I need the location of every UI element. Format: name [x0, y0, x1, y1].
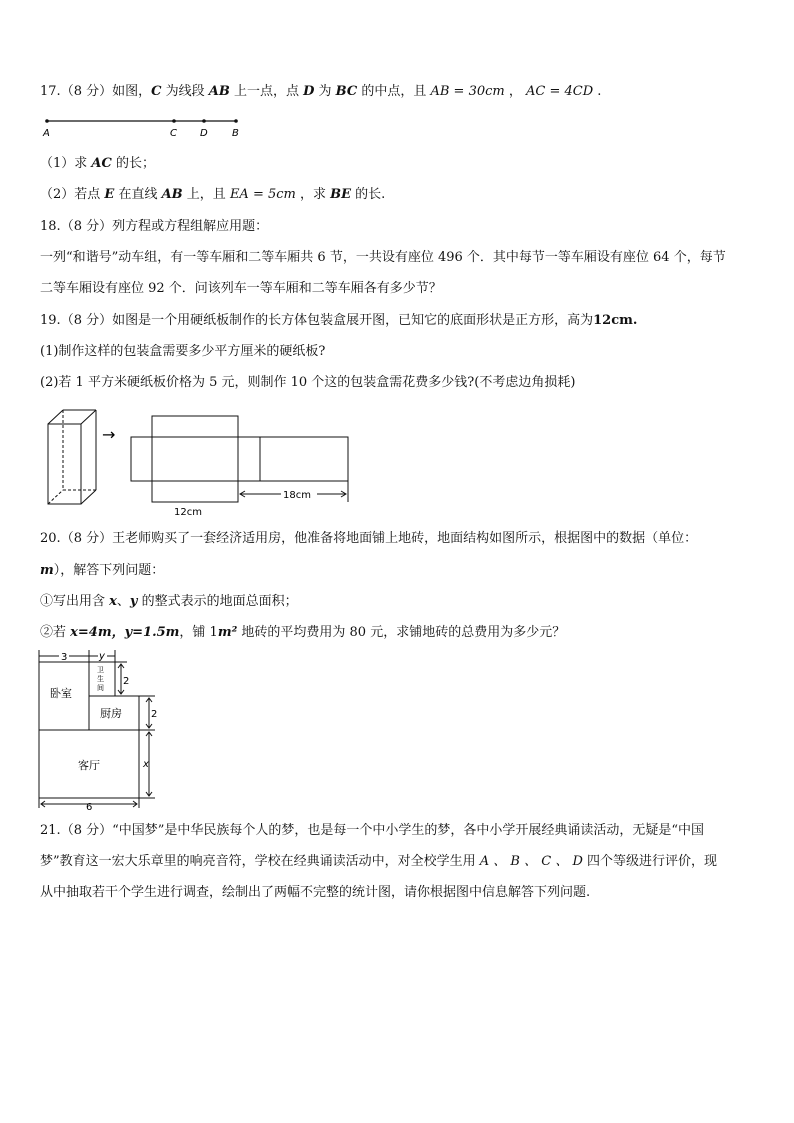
var-y: y [129, 594, 138, 609]
var-e: E [104, 187, 115, 202]
cuboid-hidden-edge [48, 490, 63, 504]
q20-text: 王老师购买了一套经济适用房，他准备将地面铺上地砖，地面结构如图所示，根据图中的数据（单位： [112, 531, 698, 546]
q20-sub2-text: 地砖的平均费用为 80 元，求铺地砖的总费用为多少元？ [237, 625, 566, 640]
q20-values: x=4m，y=1.5m [70, 625, 180, 640]
var-ab: AB [208, 84, 230, 99]
q17-sub1-text: 的长； [111, 156, 155, 171]
q21-grades: A 、 B 、 C 、 D [479, 854, 583, 869]
q18-title-text: 列方程或方程组解应用题： [112, 219, 269, 234]
unit-m: m [40, 563, 54, 578]
label-bathroom-2: 生 [97, 675, 104, 683]
point-a [45, 119, 49, 123]
q17-segment-figure [38, 113, 248, 139]
q20-stem-cont [40, 562, 164, 580]
q19-box-figure [40, 408, 360, 518]
var-c: C [151, 84, 162, 99]
dim-label-x: x [143, 759, 149, 770]
equation-ab: AB = 30cm [430, 84, 505, 99]
q20-sub2 [40, 624, 565, 642]
q21-line2 [40, 853, 717, 871]
q17-sub2-text: （2）若点 [40, 187, 105, 202]
var-be: BE [330, 187, 352, 202]
q21-line1 [40, 822, 704, 840]
label-kitchen: 厨房 [100, 707, 122, 720]
q17-score: （8 分） [60, 84, 113, 99]
var-x: x [109, 594, 117, 609]
var-ac: AC [91, 156, 112, 171]
q19-score: （8 分） [60, 313, 113, 328]
q17-text: ， [504, 84, 526, 99]
q19-stem [40, 312, 637, 330]
q20-sub1-text: 的整式表示的地面总面积； [137, 594, 298, 609]
cuboid-edge [81, 490, 96, 504]
label-bathroom-1: 卫 [97, 666, 104, 674]
q17-text: 的中点，且 [357, 84, 431, 99]
q20-sub1-text: 、 [116, 594, 130, 609]
q18-score: （8 分） [60, 219, 113, 234]
dim-label-2a: 2 [123, 676, 130, 687]
q17-sub2-text: 在直线 [114, 187, 162, 202]
cuboid-edge [48, 410, 63, 424]
q19-number: 19. [40, 313, 61, 328]
q20-sub1 [40, 593, 298, 611]
dim-label-3: 3 [61, 652, 68, 663]
q21-number: 21. [40, 823, 61, 838]
q18-line1: 一列“和谐号”动车组，有一等车厢和二等车厢共 6 节，一共设有座位 496 个．其中每节一等车厢设有座位 64 个，每节 [40, 250, 726, 265]
q17-sub2 [40, 186, 385, 204]
label-a: A [43, 128, 50, 139]
var-bc: BC [335, 84, 358, 99]
q21-text: 四个等级进行评价，现 [582, 854, 718, 869]
equation-ac: AC = 4CD [525, 84, 594, 99]
arrow-icon: → [102, 425, 116, 444]
cuboid-edge [81, 410, 96, 424]
label-b: B [232, 128, 239, 139]
q20-floorplan [30, 645, 170, 813]
q19-sub1: (1)制作这样的包装盒需要多少平方厘米的硬纸板? [40, 344, 326, 359]
label-d: D [200, 128, 208, 139]
label-18cm: 18cm [283, 490, 311, 501]
q17-text: 为线段 [161, 84, 209, 99]
q20-sub2-text: ②若 [40, 625, 71, 640]
q20-stem [40, 530, 697, 548]
point-d [202, 119, 206, 123]
label-12cm: 12cm [174, 507, 202, 518]
q20-score: （8 分） [60, 531, 113, 546]
q20-sub1-text: ①写出用含 [40, 594, 110, 609]
q17-sub2-text: 上，且 [182, 187, 230, 202]
q17-text: 为 [314, 84, 336, 99]
q18-number: 18. [40, 219, 61, 234]
point-c [172, 119, 176, 123]
q21-line3: 从中抽取若干个学生进行调查，绘制出了两幅不完整的统计图，请你根据图中信息解答下列问题. [40, 885, 591, 900]
q17-sub1-text: （1）求 [40, 156, 92, 171]
dim-label-6: 6 [86, 802, 93, 813]
net-center-column [152, 416, 238, 502]
cuboid-drawing [48, 410, 96, 504]
q17-text: . [593, 84, 602, 99]
q18-title [40, 218, 268, 236]
q17-sub2-text: 的长. [351, 187, 386, 202]
q17-sub1 [40, 155, 155, 173]
q20-sub2-text: ，铺 1 [179, 625, 218, 640]
q18-line2: 二等车厢设有座位 92 个．问该列车一等车厢和二等车厢各有多少节？ [40, 281, 442, 296]
q21-text: “中国梦”是中华民族每个人的梦，也是每一个中小学生的梦，各中小学开展经典诵读活动，无疑是“中国 [112, 823, 705, 838]
q19-text: 如图是一个用硬纸板制作的长方体包装盒展开图，已知它的底面形状是正方形，高为 [112, 313, 594, 328]
var-d: D [303, 84, 315, 99]
cuboid-front [48, 424, 81, 504]
label-bedroom: 卧室 [50, 687, 72, 700]
q20-text: ），解答下列问题： [53, 563, 165, 578]
label-c: C [170, 128, 177, 139]
q17-text: 上一点，点 [229, 84, 304, 99]
var-ab: AB [161, 187, 183, 202]
dim-label-y: y [99, 651, 105, 662]
label-living: 客厅 [78, 759, 100, 772]
q19-height: 12cm. [593, 313, 638, 328]
label-bathroom-3: 间 [97, 684, 104, 692]
q17-text: 如图， [112, 84, 152, 99]
q17-sub2-text: ，求 [295, 187, 331, 202]
q20-number: 20. [40, 531, 61, 546]
unit-m2: m² [217, 625, 238, 640]
q19-sub2: (2)若 1 平方米硬纸板价格为 5 元，则制作 10 个这的包装盒需花费多少钱?(不考虑边角损耗) [40, 375, 576, 390]
point-b [234, 119, 238, 123]
q21-score: （8 分） [60, 823, 113, 838]
dim-label-2b: 2 [151, 709, 158, 720]
equation-ea: EA = 5cm [229, 187, 296, 202]
net-strip [131, 437, 348, 481]
q17-number: 17. [40, 84, 61, 99]
q21-text: 梦”教育这一宏大乐章里的响亮音符，学校在经典诵读活动中，对全校学生用 [40, 854, 480, 869]
q17-stem [40, 83, 601, 101]
